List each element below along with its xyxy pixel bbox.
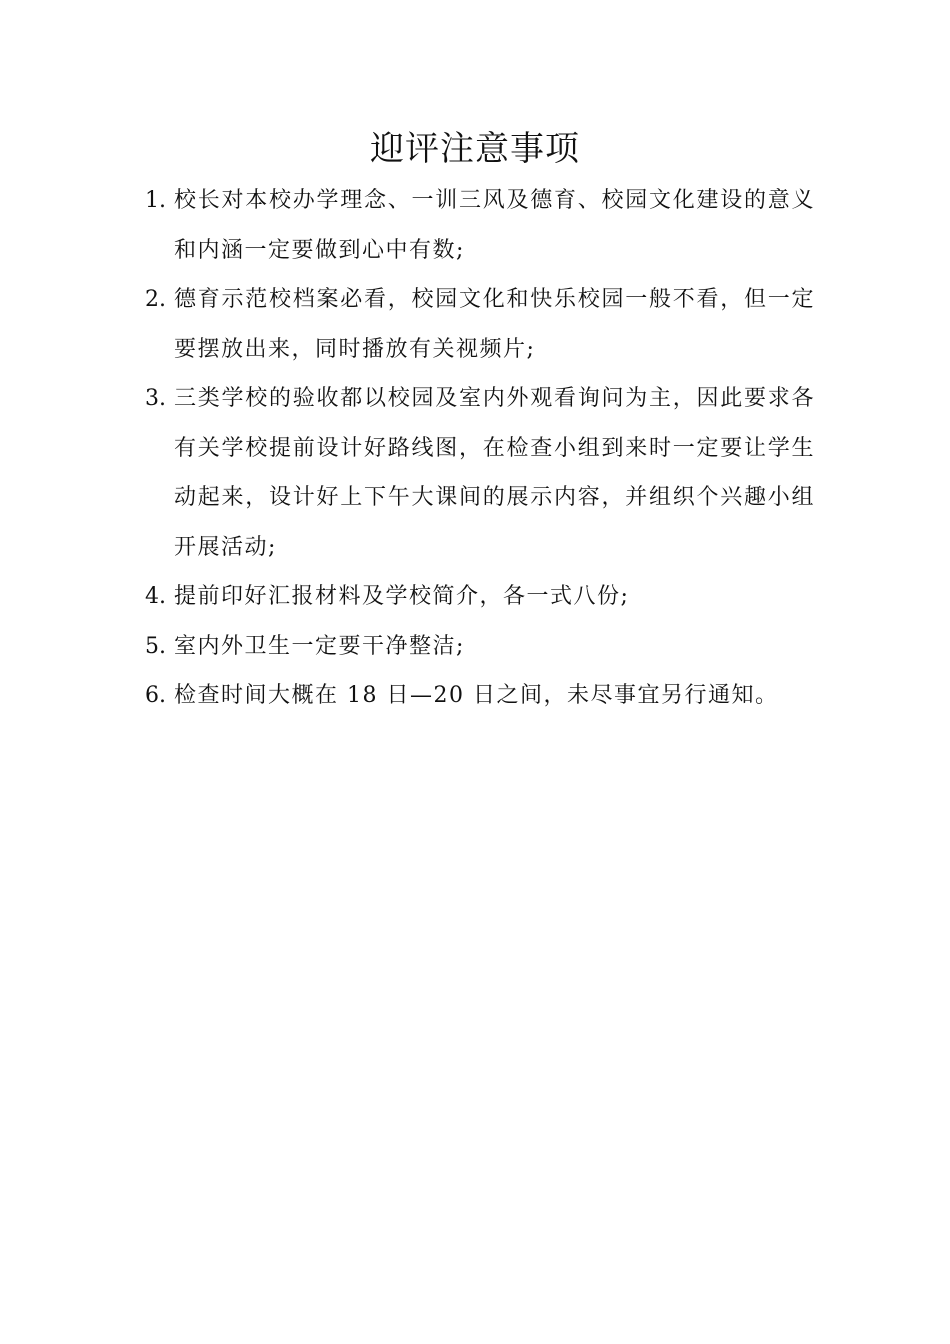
list-item — [145, 572, 815, 622]
list-item — [145, 671, 815, 721]
item-text: 德育示范校档案必看，校园文化和快乐校园一般不看，但一定要摆放出来，同时播放有关视频片; — [174, 287, 815, 362]
item-number: 6. — [145, 683, 166, 708]
item-text: 校长对本校办学理念、一训三风及德育、校园文化建设的意义和内涵一定要做到心中有数; — [174, 188, 815, 263]
list-item — [145, 374, 815, 572]
item-text: 检查时间大概在 18 日—20 日之间，未尽事宜另行通知。 — [174, 683, 779, 708]
item-text: 提前印好汇报材料及学校简介，各一式八份; — [174, 584, 630, 609]
item-text: 室内外卫生一定要干净整洁; — [174, 633, 465, 659]
item-number: 4. — [145, 584, 166, 609]
item-number: 3. — [145, 386, 166, 411]
document-title: 迎评注意事项 — [370, 129, 580, 169]
item-text: 三类学校的验收都以校园及室内外观看询问为主，因此要求各有关学校提前设计好路线图，在检查小组到来时一定要让学生动起来，设计好上下午大课间的展示内容，并组织个兴趣小组开展活动; — [174, 386, 815, 560]
notice-list — [145, 176, 815, 721]
list-item — [145, 176, 815, 275]
item-number: 1. — [145, 188, 166, 213]
item-number: 2. — [145, 287, 166, 312]
list-item — [145, 275, 815, 374]
item-number: 5. — [145, 633, 166, 659]
list-item — [145, 622, 815, 672]
